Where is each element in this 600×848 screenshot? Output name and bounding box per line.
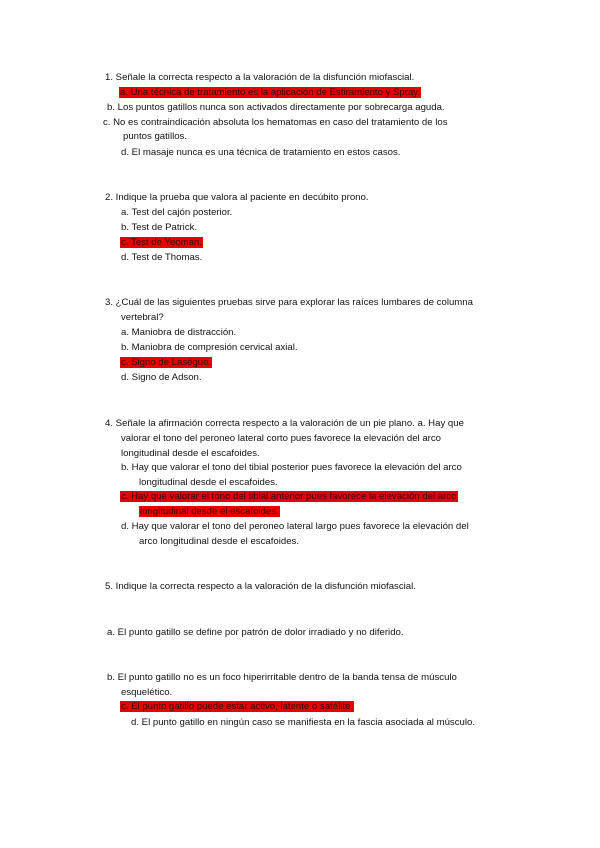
q3-option-c	[120, 356, 212, 369]
q3-question-line1: 3. ¿Cuál de las siguientes pruebas sirve para explorar las raíces lumbares de columna	[105, 297, 473, 308]
q4-option-d-line2: arco longitudinal desde el escafoides.	[139, 536, 300, 547]
q2-option-a: a. Test del cajón posterior.	[121, 207, 233, 218]
q1-option-b: b. Los puntos gatillos nunca son activados directamente por sobrecarga aguda.	[107, 102, 445, 113]
q5-option-c	[120, 700, 354, 713]
q3-option-a: a. Maniobra de distracción.	[121, 327, 237, 338]
q4-option-b-line2: longitudinal desde el escafoides.	[139, 477, 278, 488]
q2-option-b: b. Test de Patrick.	[121, 222, 198, 233]
q5-option-a: a. El punto gatillo se define por patrón de dolor irradiado y no diferido.	[107, 627, 404, 638]
q4-option-c-highlight-2: longitudinal desde el escafoides.	[140, 506, 279, 517]
q3-question-line2: vertebral?	[121, 312, 164, 323]
q5-option-b-line1: b. El punto gatillo no es un foco hiperirritable dentro de la banda tensa de músculo	[107, 672, 457, 683]
q1-question: 1. Señale la correcta respecto a la valoración de la disfunción miofascial.	[105, 72, 415, 83]
q2-option-c	[120, 236, 203, 249]
q4-question-line1: 4. Señale la afirmación correcta respecto a la valoración de un pie plano. a. Hay que	[105, 418, 464, 429]
q5-question: 5. Indique la correcta respecto a la valoración de la disfunción miofascial.	[105, 581, 416, 592]
q5-option-b-line2: esquelético.	[121, 687, 173, 698]
q4-option-c-line2	[139, 505, 280, 518]
q3-option-b: b. Maniobra de compresión cervical axial.	[121, 342, 298, 353]
q4-option-c-line1	[120, 490, 458, 503]
q4-option-d-line1: d. Hay que valorar el tono del peroneo lateral largo pues favorece la elevación del	[121, 521, 469, 532]
q2-question: 2. Indique la prueba que valora al paciente en decúbito prono.	[105, 192, 369, 203]
q3-option-d: d. Signo de Adson.	[121, 372, 202, 383]
q4-option-b-line1: b. Hay que valorar el tono del tibial posterior pues favorece la elevación del arco	[121, 462, 462, 473]
q5-option-c-highlight: c. El punto gatillo puede estar activo, latente o satélite.	[121, 701, 353, 712]
q1-option-d: d. El masaje nunca es una técnica de tratamiento en estos casos.	[121, 147, 401, 158]
q4-question-line3: longitudinal desde el escafoides.	[121, 448, 260, 459]
q5-option-d: d. El punto gatillo en ningún caso se manifiesta en la fascia asociada al músculo.	[131, 717, 475, 728]
q1-option-a	[119, 86, 421, 99]
q4-question-line2: valorar el tono del peroneo lateral corto pues favorece la elevación del arco	[121, 433, 441, 444]
q1-option-c-line1: c. No es contraindicación absoluta los hematomas en caso del tratamiento de los	[103, 117, 448, 128]
q1-option-a-highlight: a. Una técnica de tratamiento es la aplicación de Estiramiento y Spray.	[120, 87, 421, 98]
q4-option-c-highlight-1: c. Hay que valorar el tono del tibial anterior pues favorece la elevación del arco	[121, 491, 457, 502]
q2-option-d: d. Test de Thomas.	[121, 252, 203, 263]
q3-option-c-highlight: c. Signo de Lasègue.	[121, 357, 212, 368]
q2-option-c-highlight: c. Test de Yeoman.	[121, 237, 202, 248]
q1-option-c-line2: puntos gatillos.	[123, 131, 187, 142]
